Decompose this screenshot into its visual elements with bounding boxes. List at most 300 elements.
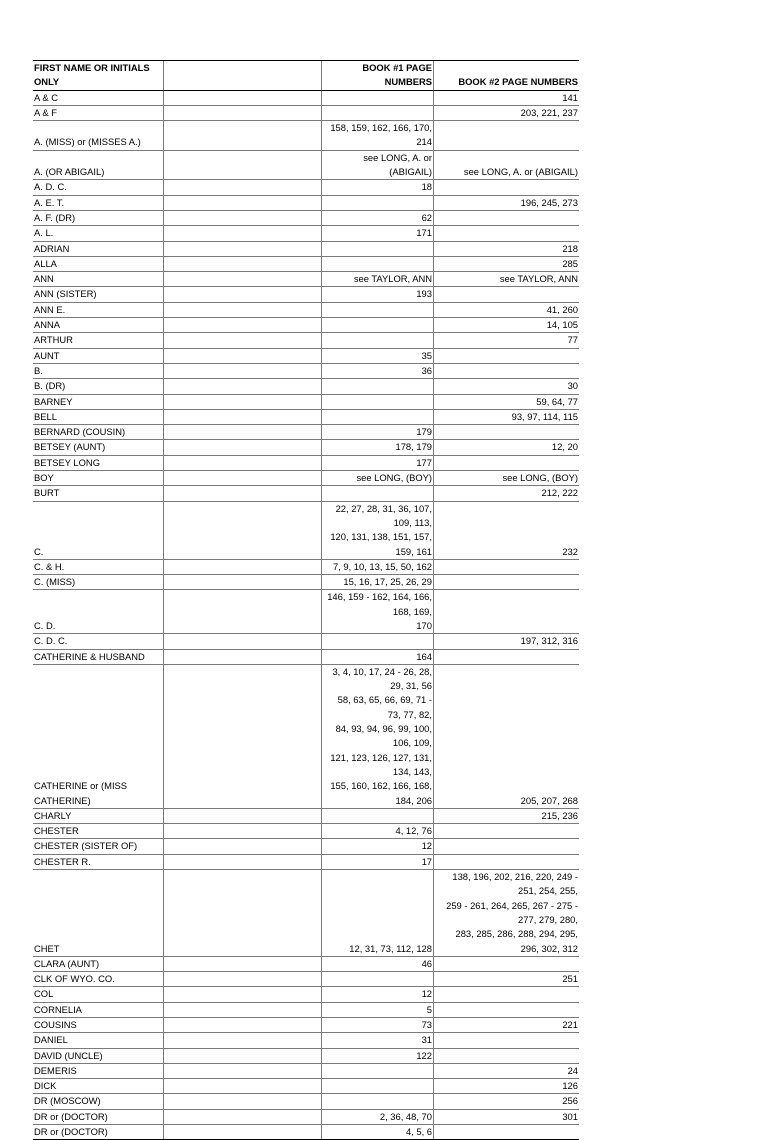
table-row bbox=[33, 90, 579, 105]
book2-pages-cell bbox=[434, 348, 580, 363]
name-cell bbox=[33, 972, 164, 987]
name-cell bbox=[33, 649, 164, 664]
table-row bbox=[33, 348, 579, 363]
name-cell-text: ANNA bbox=[34, 319, 61, 331]
spacer-cell bbox=[164, 256, 322, 271]
book1-pages-cell bbox=[322, 1002, 434, 1017]
name-cell bbox=[33, 455, 164, 470]
book1-pages-cell-text: 12, 31, 73, 112, 128 bbox=[349, 942, 432, 954]
book2-pages-cell-text: 205, 207, 268 bbox=[520, 794, 578, 806]
name-cell bbox=[33, 226, 164, 241]
name-cell bbox=[33, 1063, 164, 1078]
book1-pages-cell-text: 18 bbox=[421, 181, 432, 193]
book1-pages-cell-text: see LONG, (BOY) bbox=[356, 472, 432, 484]
name-cell bbox=[33, 575, 164, 590]
name-cell-text: CHARLY bbox=[34, 809, 72, 821]
name-cell bbox=[33, 1079, 164, 1094]
book1-pages-cell bbox=[322, 425, 434, 440]
name-cell-text: C. D. bbox=[34, 619, 56, 631]
book2-pages-cell bbox=[434, 854, 580, 869]
book1-pages-cell bbox=[322, 987, 434, 1002]
book2-pages-cell bbox=[434, 105, 580, 120]
name-cell bbox=[33, 987, 164, 1002]
header-book2: BOOK #2 PAGE NUMBERS bbox=[434, 61, 580, 91]
book1-pages-cell-text: 46 bbox=[421, 957, 432, 969]
table-row bbox=[33, 440, 579, 455]
table-row bbox=[33, 318, 579, 333]
spacer-cell bbox=[164, 302, 322, 317]
name-cell bbox=[33, 870, 164, 957]
table-row bbox=[33, 195, 579, 210]
book2-pages-cell bbox=[434, 440, 580, 455]
spacer-cell bbox=[164, 634, 322, 649]
name-cell-text: COUSINS bbox=[34, 1019, 77, 1030]
name-cell bbox=[33, 287, 164, 302]
book2-pages-cell bbox=[434, 1002, 580, 1017]
book2-pages-cell-text: 212, 222 bbox=[541, 487, 578, 499]
spacer-cell bbox=[164, 1002, 322, 1017]
book2-pages-cell bbox=[434, 333, 580, 348]
spacer-cell bbox=[164, 1063, 322, 1078]
spacer-cell bbox=[164, 318, 322, 333]
book1-pages-cell bbox=[322, 854, 434, 869]
book2-pages-cell bbox=[434, 575, 580, 590]
book2-pages-cell-text: 232 bbox=[562, 545, 578, 557]
table-row bbox=[33, 471, 579, 486]
table-row bbox=[33, 664, 579, 808]
book2-pages-cell-text: 126 bbox=[562, 1080, 578, 1092]
book2-pages-cell bbox=[434, 150, 580, 180]
name-cell bbox=[33, 440, 164, 455]
book2-pages-cell bbox=[434, 256, 580, 271]
spacer-cell bbox=[164, 121, 322, 151]
book1-pages-cell-text: 122 bbox=[416, 1049, 432, 1061]
name-cell bbox=[33, 1002, 164, 1017]
book1-pages-cell-text: 4, 5, 6 bbox=[405, 1126, 432, 1138]
table-row bbox=[33, 987, 579, 1002]
table-row bbox=[33, 333, 579, 348]
name-cell-text: A. L. bbox=[34, 227, 54, 239]
book2-pages-cell bbox=[434, 649, 580, 664]
name-cell bbox=[33, 1048, 164, 1063]
name-cell-text: DR (MOSCOW) bbox=[34, 1095, 101, 1107]
name-cell bbox=[33, 121, 164, 151]
book2-pages-cell bbox=[434, 664, 580, 808]
spacer-cell bbox=[164, 664, 322, 808]
name-cell bbox=[33, 824, 164, 839]
book1-pages-cell-text: 171 bbox=[416, 227, 432, 239]
name-cell-text: BURT bbox=[34, 487, 60, 499]
book2-pages-cell-text: 138, 196, 202, 216, 220, 249 - 251, 254, 255, 259 - 261, 264, 265, 267 - 275 - 277, 279, 280, 283, 285, 286, 288, 294, 295, 296, 302, 312 bbox=[446, 871, 578, 954]
spacer-cell bbox=[164, 394, 322, 409]
book1-pages-cell-text: 2, 36, 48, 70 bbox=[379, 1110, 432, 1122]
book1-pages-cell bbox=[322, 664, 434, 808]
book2-pages-cell bbox=[434, 302, 580, 317]
book1-pages-cell-text: 12 bbox=[421, 840, 432, 852]
book1-pages-cell bbox=[322, 559, 434, 574]
spacer-cell bbox=[164, 854, 322, 869]
book1-pages-cell bbox=[322, 956, 434, 971]
table-row bbox=[33, 210, 579, 225]
table-row bbox=[33, 272, 579, 287]
book1-pages-cell-text: 22, 27, 28, 31, 36, 107, 109, 113, 120, 131, 138, 151, 157, 159, 161 bbox=[330, 502, 432, 557]
book1-pages-cell-text: 179 bbox=[416, 426, 432, 438]
spacer-cell bbox=[164, 501, 322, 559]
table-row bbox=[33, 501, 579, 559]
book2-pages-cell-text: 251 bbox=[562, 973, 578, 985]
table-row bbox=[33, 575, 579, 590]
book2-pages-cell-text: 215, 236 bbox=[541, 809, 578, 821]
name-cell-text: B. bbox=[34, 364, 43, 376]
spacer-cell bbox=[164, 409, 322, 424]
book1-pages-cell bbox=[322, 1063, 434, 1078]
spacer-cell bbox=[164, 1033, 322, 1048]
book2-pages-cell bbox=[434, 1033, 580, 1048]
name-cell-text: DAVID (UNCLE) bbox=[34, 1049, 103, 1061]
name-cell-text: ADRIAN bbox=[34, 242, 70, 254]
book2-pages-cell-text: 141 bbox=[562, 91, 578, 103]
name-cell-text: DANIEL bbox=[34, 1034, 68, 1046]
index-table bbox=[33, 60, 579, 1140]
spacer-cell bbox=[164, 808, 322, 823]
index-table-body bbox=[33, 61, 579, 1140]
table-row bbox=[33, 241, 579, 256]
spacer-cell bbox=[164, 486, 322, 501]
name-cell-text: ANN E. bbox=[34, 303, 66, 315]
book1-pages-cell bbox=[322, 121, 434, 151]
table-row bbox=[33, 590, 579, 634]
table-row bbox=[33, 226, 579, 241]
table-row bbox=[33, 1079, 579, 1094]
name-cell-text: A. D. C. bbox=[34, 181, 67, 193]
name-cell-text: BETSEY (AUNT) bbox=[34, 441, 106, 453]
table-row bbox=[33, 180, 579, 195]
table-row bbox=[33, 256, 579, 271]
spacer-cell bbox=[164, 824, 322, 839]
table-row bbox=[33, 1125, 579, 1140]
book2-pages-cell-text: 301 bbox=[562, 1110, 578, 1122]
name-cell bbox=[33, 241, 164, 256]
table-row bbox=[33, 302, 579, 317]
book1-pages-cell bbox=[322, 1033, 434, 1048]
book1-pages-cell-text: 73 bbox=[421, 1019, 432, 1030]
name-cell-text: A. E. T. bbox=[34, 196, 65, 208]
name-cell-text: CORNELIA bbox=[34, 1003, 82, 1015]
name-cell bbox=[33, 394, 164, 409]
book2-pages-cell bbox=[434, 1018, 580, 1033]
name-cell-text: ANN (SISTER) bbox=[34, 288, 97, 300]
book2-pages-cell-text: 203, 221, 237 bbox=[520, 106, 578, 118]
book2-pages-cell-text: 77 bbox=[567, 334, 578, 346]
name-cell-text: BERNARD (COUSIN) bbox=[34, 426, 126, 438]
spacer-cell bbox=[164, 870, 322, 957]
book1-pages-cell bbox=[322, 256, 434, 271]
spacer-cell bbox=[164, 333, 322, 348]
book1-pages-cell bbox=[322, 302, 434, 317]
book1-pages-cell bbox=[322, 394, 434, 409]
book2-pages-cell bbox=[434, 180, 580, 195]
book1-pages-cell bbox=[322, 1048, 434, 1063]
name-cell bbox=[33, 379, 164, 394]
name-cell-text: BOY bbox=[34, 472, 54, 484]
book1-pages-cell bbox=[322, 471, 434, 486]
name-cell bbox=[33, 1125, 164, 1140]
book2-pages-cell bbox=[434, 824, 580, 839]
book1-pages-cell-text: 178, 179 bbox=[395, 441, 432, 453]
table-row bbox=[33, 121, 579, 151]
spacer-cell bbox=[164, 150, 322, 180]
book1-pages-cell bbox=[322, 333, 434, 348]
book2-pages-cell bbox=[434, 318, 580, 333]
book1-pages-cell bbox=[322, 1125, 434, 1140]
table-row bbox=[33, 105, 579, 120]
book2-pages-cell bbox=[434, 226, 580, 241]
book1-pages-cell-text: 146, 159 - 162, 164, 166, 168, 169, 170 bbox=[327, 591, 432, 631]
spacer-cell bbox=[164, 348, 322, 363]
book2-pages-cell bbox=[434, 471, 580, 486]
name-cell bbox=[33, 210, 164, 225]
name-cell bbox=[33, 302, 164, 317]
name-cell-text: ARTHUR bbox=[34, 334, 73, 346]
name-cell bbox=[33, 634, 164, 649]
book2-pages-cell bbox=[434, 363, 580, 378]
name-cell-text: C. & H. bbox=[34, 560, 65, 572]
book2-pages-cell bbox=[434, 486, 580, 501]
spacer-cell bbox=[164, 379, 322, 394]
name-cell-text: CATHERINE & HUSBAND bbox=[34, 650, 145, 662]
name-cell-text: AUNT bbox=[34, 349, 60, 361]
book2-pages-cell bbox=[434, 839, 580, 854]
name-cell-text: C. bbox=[34, 545, 44, 557]
name-cell bbox=[33, 409, 164, 424]
name-cell bbox=[33, 1094, 164, 1109]
book2-pages-cell bbox=[434, 455, 580, 470]
name-cell bbox=[33, 1033, 164, 1048]
book2-pages-cell bbox=[434, 287, 580, 302]
name-cell bbox=[33, 839, 164, 854]
name-cell-text: A & F bbox=[34, 106, 57, 118]
book1-pages-cell bbox=[322, 590, 434, 634]
book1-pages-cell-text: 12 bbox=[421, 988, 432, 1000]
book1-pages-cell-text: 7, 9, 10, 13, 15, 50, 162 bbox=[332, 560, 432, 572]
book1-pages-cell-text: 193 bbox=[416, 288, 432, 300]
book1-pages-cell-text: 4, 12, 76 bbox=[395, 825, 432, 837]
table-row bbox=[33, 1094, 579, 1109]
spacer-cell bbox=[164, 105, 322, 120]
name-cell bbox=[33, 956, 164, 971]
book1-pages-cell-text: 17 bbox=[421, 855, 432, 867]
name-cell-text: CLK OF WYO. CO. bbox=[34, 973, 115, 985]
book2-pages-cell bbox=[434, 121, 580, 151]
spacer-cell bbox=[164, 287, 322, 302]
name-cell-text: C. (MISS) bbox=[34, 576, 76, 588]
spacer-cell bbox=[164, 440, 322, 455]
name-cell-text: CHESTER (SISTER OF) bbox=[34, 840, 138, 852]
book1-pages-cell bbox=[322, 210, 434, 225]
book2-pages-cell bbox=[434, 501, 580, 559]
name-cell bbox=[33, 272, 164, 287]
book2-pages-cell bbox=[434, 956, 580, 971]
name-cell-text: A. F. (DR) bbox=[34, 211, 76, 223]
name-cell bbox=[33, 590, 164, 634]
name-cell bbox=[33, 150, 164, 180]
table-row bbox=[33, 1048, 579, 1063]
table-row bbox=[33, 486, 579, 501]
table-row bbox=[33, 379, 579, 394]
book1-pages-cell bbox=[322, 195, 434, 210]
book1-pages-cell bbox=[322, 634, 434, 649]
spacer-cell bbox=[164, 363, 322, 378]
name-cell-text: COL bbox=[34, 988, 54, 1000]
book1-pages-cell bbox=[322, 105, 434, 120]
name-cell-text: C. D. C. bbox=[34, 635, 68, 647]
header-name: FIRST NAME OR INITIALS ONLY bbox=[33, 61, 164, 91]
name-cell-text: A & C bbox=[34, 91, 58, 103]
book2-pages-cell bbox=[434, 1048, 580, 1063]
book2-pages-cell bbox=[434, 870, 580, 957]
name-cell-text: A. (OR ABIGAIL) bbox=[34, 166, 105, 178]
table-row bbox=[33, 394, 579, 409]
name-cell bbox=[33, 333, 164, 348]
book1-pages-cell bbox=[322, 870, 434, 957]
book2-pages-cell bbox=[434, 1109, 580, 1124]
book2-pages-cell-text: 41, 260 bbox=[546, 303, 578, 315]
book1-pages-cell bbox=[322, 287, 434, 302]
table-row bbox=[33, 839, 579, 854]
name-cell-text: ANN bbox=[34, 273, 54, 285]
table-row bbox=[33, 1033, 579, 1048]
book1-pages-cell-text: see LONG, A. or (ABIGAIL) bbox=[363, 151, 432, 178]
book2-pages-cell bbox=[434, 1063, 580, 1078]
book1-pages-cell bbox=[322, 824, 434, 839]
table-row bbox=[33, 425, 579, 440]
book1-pages-cell bbox=[322, 348, 434, 363]
book1-pages-cell bbox=[322, 440, 434, 455]
spacer-cell bbox=[164, 559, 322, 574]
spacer-cell bbox=[164, 455, 322, 470]
header-row bbox=[33, 61, 579, 91]
name-cell bbox=[33, 256, 164, 271]
header-spacer bbox=[164, 61, 322, 91]
name-cell bbox=[33, 105, 164, 120]
book1-pages-cell bbox=[322, 90, 434, 105]
name-cell-text: B. (DR) bbox=[34, 380, 66, 392]
table-row bbox=[33, 1109, 579, 1124]
book2-pages-cell bbox=[434, 1079, 580, 1094]
spacer-cell bbox=[164, 839, 322, 854]
book2-pages-cell-text: 221 bbox=[562, 1019, 578, 1030]
name-cell bbox=[33, 348, 164, 363]
name-cell bbox=[33, 471, 164, 486]
book1-pages-cell bbox=[322, 226, 434, 241]
book2-pages-cell-text: 59, 64, 77 bbox=[536, 395, 578, 407]
book1-pages-cell bbox=[322, 241, 434, 256]
spacer-cell bbox=[164, 956, 322, 971]
book1-pages-cell bbox=[322, 839, 434, 854]
name-cell bbox=[33, 195, 164, 210]
book2-pages-cell bbox=[434, 90, 580, 105]
table-row bbox=[33, 824, 579, 839]
name-cell-text: CLARA (AUNT) bbox=[34, 957, 100, 969]
name-cell bbox=[33, 854, 164, 869]
book1-pages-cell-text: 158, 159, 162, 166, 170, 214 bbox=[330, 122, 432, 148]
book2-pages-cell bbox=[434, 972, 580, 987]
book2-pages-cell bbox=[434, 195, 580, 210]
spacer-cell bbox=[164, 425, 322, 440]
spacer-cell bbox=[164, 471, 322, 486]
book2-pages-cell-text: 12, 20 bbox=[551, 441, 578, 453]
book1-pages-cell-text: 5 bbox=[426, 1003, 432, 1015]
table-row bbox=[33, 363, 579, 378]
table-row bbox=[33, 649, 579, 664]
book2-pages-cell bbox=[434, 1125, 580, 1140]
name-cell bbox=[33, 425, 164, 440]
spacer-cell bbox=[164, 272, 322, 287]
spacer-cell bbox=[164, 1125, 322, 1140]
name-cell bbox=[33, 486, 164, 501]
book2-pages-cell bbox=[434, 210, 580, 225]
name-cell-text: CATHERINE or (MISS CATHERINE) bbox=[34, 780, 128, 806]
name-cell-text: DR or (DOCTOR) bbox=[34, 1110, 108, 1122]
book1-pages-cell bbox=[322, 1094, 434, 1109]
book1-pages-cell bbox=[322, 649, 434, 664]
book2-pages-cell-text: 196, 245, 273 bbox=[520, 196, 578, 208]
spacer-cell bbox=[164, 1018, 322, 1033]
table-row bbox=[33, 287, 579, 302]
book2-pages-cell bbox=[434, 425, 580, 440]
book2-pages-cell-text: 256 bbox=[562, 1095, 578, 1107]
name-cell bbox=[33, 1109, 164, 1124]
name-cell-text: CHET bbox=[34, 942, 60, 954]
name-cell bbox=[33, 180, 164, 195]
book1-pages-cell bbox=[322, 808, 434, 823]
book2-pages-cell-text: 285 bbox=[562, 257, 578, 269]
book1-pages-cell bbox=[322, 1079, 434, 1094]
name-cell bbox=[33, 559, 164, 574]
name-cell bbox=[33, 318, 164, 333]
book1-pages-cell bbox=[322, 455, 434, 470]
spacer-cell bbox=[164, 590, 322, 634]
book1-pages-cell-text: see TAYLOR, ANN bbox=[353, 273, 432, 285]
name-cell-text: BARNEY bbox=[34, 395, 73, 407]
book2-pages-cell bbox=[434, 379, 580, 394]
book2-pages-cell-text: see LONG, A. or (ABIGAIL) bbox=[463, 166, 578, 178]
spacer-cell bbox=[164, 226, 322, 241]
book1-pages-cell-text: 3, 4, 10, 17, 24 - 26, 28, 29, 31, 56 58, 63, 65, 66, 69, 71 - 73, 77, 82, 84, 93, 94, 96, 99, 100, 106, 109, 121, 123, 126, 127, 131, 134, 143, 155, 160, 162, 166, 168, 184, 206 bbox=[330, 665, 432, 806]
book2-pages-cell bbox=[434, 559, 580, 574]
name-cell bbox=[33, 363, 164, 378]
book2-pages-cell-text: see TAYLOR, ANN bbox=[499, 273, 578, 285]
name-cell bbox=[33, 90, 164, 105]
book2-pages-cell bbox=[434, 634, 580, 649]
table-row bbox=[33, 559, 579, 574]
name-cell bbox=[33, 501, 164, 559]
book2-pages-cell bbox=[434, 241, 580, 256]
book1-pages-cell bbox=[322, 575, 434, 590]
book1-pages-cell bbox=[322, 972, 434, 987]
spacer-cell bbox=[164, 195, 322, 210]
table-row bbox=[33, 870, 579, 957]
spacer-cell bbox=[164, 649, 322, 664]
spacer-cell bbox=[164, 575, 322, 590]
book1-pages-cell-text: 31 bbox=[421, 1034, 432, 1046]
book2-pages-cell bbox=[434, 1094, 580, 1109]
name-cell-text: BETSEY LONG bbox=[34, 456, 100, 468]
spacer-cell bbox=[164, 180, 322, 195]
name-cell-text: A. (MISS) or (MISSES A.) bbox=[34, 136, 141, 148]
book1-pages-cell bbox=[322, 1109, 434, 1124]
book1-pages-cell bbox=[322, 501, 434, 559]
